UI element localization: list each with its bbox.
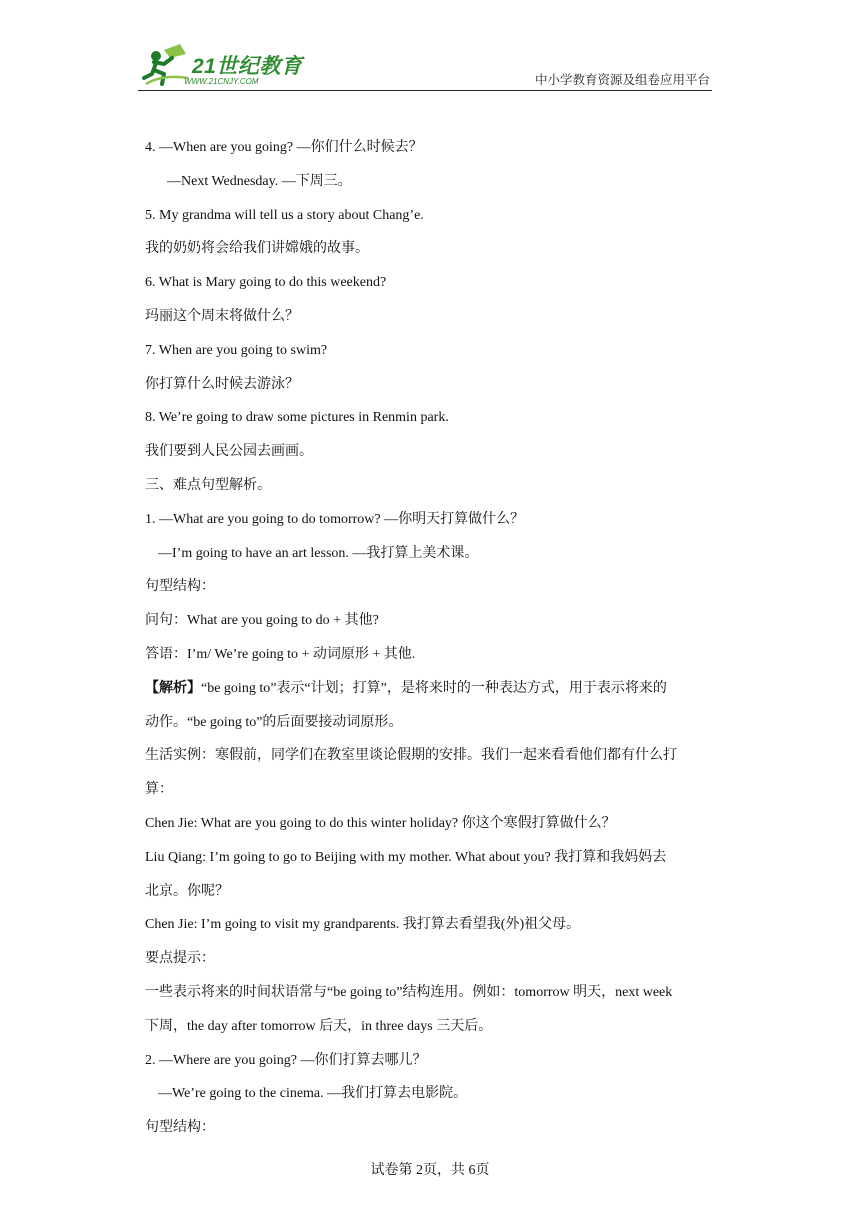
text-line: 1. —What are you going to do tomorrow? —你明天打算做什么？ xyxy=(145,511,525,527)
text-line: 我们要到人民公园去画画。 xyxy=(145,444,313,460)
page-header xyxy=(138,42,712,91)
text-line: 算： xyxy=(145,782,173,798)
text-line: —We’re going to the cinema. —我们打算去电影院。 xyxy=(158,1086,468,1102)
analysis-label: 【解析】 xyxy=(145,680,201,696)
platform-name: 中小学教育资源及组卷应用平台 xyxy=(534,73,710,87)
text-line: 8. We’re going to draw some pictures in Renmin park. xyxy=(145,410,449,426)
analysis-line xyxy=(145,672,717,706)
text-line: 北京。你呢？ xyxy=(145,883,229,899)
section-heading: 三、难点句型解析。 xyxy=(145,477,271,493)
text-line: Chen Jie: What are you going to do this winter holiday? 你这个寒假打算做什么？ xyxy=(145,815,616,831)
text-line: 问句：What are you going to do + 其他? xyxy=(145,613,379,629)
text-line: 动作。“be going to”的后面要接动词原形。 xyxy=(145,714,403,730)
page-footer: 试卷第 2页，共 6页 xyxy=(370,1163,490,1178)
text-line: Chen Jie: I’m going to visit my grandparents. 我打算去看望我(外)祖父母。 xyxy=(145,917,581,933)
text-line: 生活实例：寒假前，同学们在教室里谈论假期的安排。我们一起来看看他们都有什么打 xyxy=(145,748,677,764)
text-line: 7. When are you going to swim? xyxy=(145,342,328,358)
text-line: 玛丽这个周末将做什么？ xyxy=(145,308,299,324)
text-line: 5. My grandma will tell us a story about Chang’e. xyxy=(145,207,424,223)
text-line: 6. What is Mary going to do this weekend? xyxy=(145,275,387,291)
text-line: Liu Qiang: I’m going to go to Beijing with my mother. What about you? 我打算和我妈妈去 xyxy=(145,849,667,865)
analysis-text: “be going to”表示“计划；打算”，是将来时的一种表达方式，用于表示将来的 xyxy=(201,680,667,696)
text-line: 一些表示将来的时间状语常与“be going to”结构连用。例如：tomorrow 明天，next week xyxy=(145,984,673,1000)
text-line: 2. —Where are you going? —你们打算去哪儿？ xyxy=(145,1052,427,1068)
logo xyxy=(142,44,317,88)
text-line: 我的奶奶将会给我们讲嫦娥的故事。 xyxy=(145,241,369,257)
text-line: 要点提示： xyxy=(145,951,215,967)
text-line: 句型结构： xyxy=(145,579,215,595)
text-line: 下周，the day after tomorrow 后天，in three days 三天后。 xyxy=(145,1018,493,1034)
logo-brand-text: 21世纪教育 xyxy=(192,55,303,78)
text-line: 答语：I’m/ We’re going to + 动词原形 + 其他. xyxy=(145,646,416,662)
runner-logo-icon xyxy=(142,44,190,88)
text-line: 句型结构： xyxy=(145,1120,215,1136)
logo-url-text: WWW.21CNJY.COM xyxy=(184,77,259,86)
text-line: 4. —When are you going? —你们什么时候去？ xyxy=(145,140,423,155)
document-body xyxy=(145,131,717,1145)
text-line: —I’m going to have an art lesson. —我打算上美术课。 xyxy=(158,545,479,561)
text-line: 你打算什么时候去游泳？ xyxy=(145,376,299,392)
text-line: —Next Wednesday. —下周三。 xyxy=(167,173,352,189)
